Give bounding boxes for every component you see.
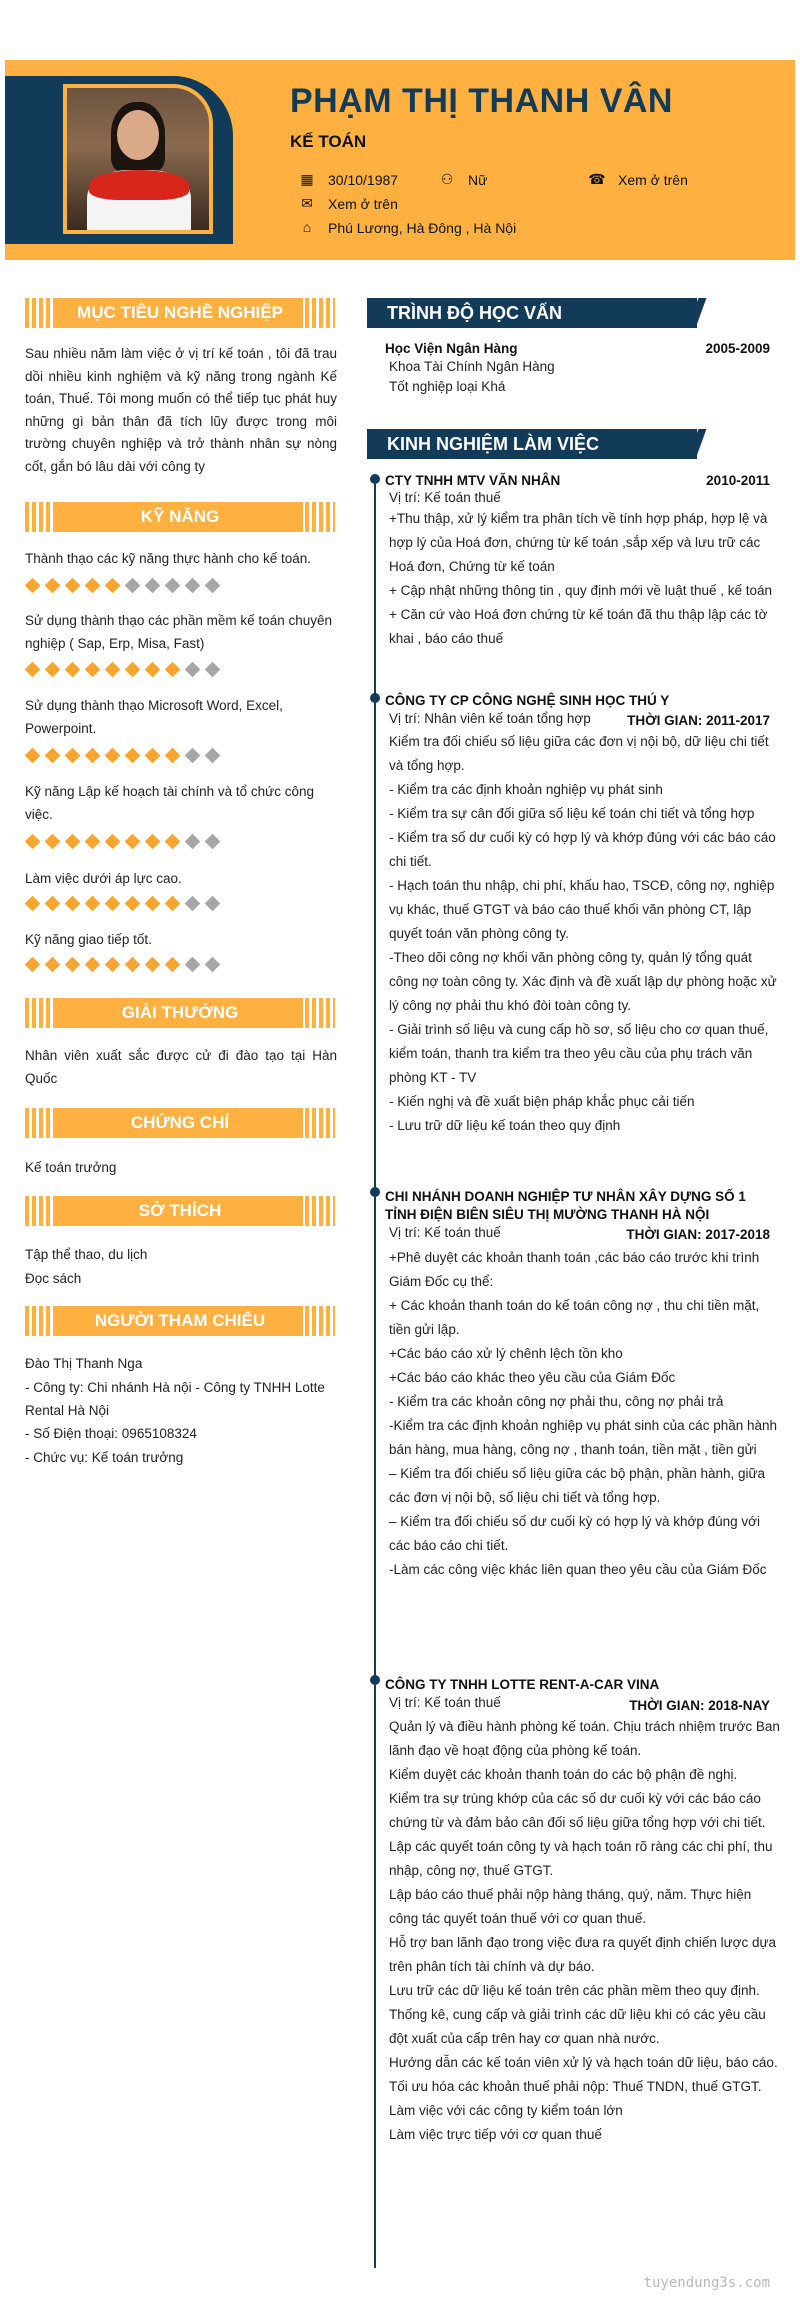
rating-diamond-filled	[25, 662, 41, 678]
birthdate-value: 30/10/1987	[328, 172, 399, 188]
job-company: CÔNG TY TNHH LOTTE RENT-A-CAR VINA	[385, 1677, 660, 1692]
job-duty-line: Lưu trữ các dữ liệu kế toán trên các phần mềm theo quy định.	[389, 1983, 760, 1998]
rating-diamond-filled	[85, 662, 101, 678]
education-school: Học Viện Ngân Hàng	[385, 341, 518, 356]
job-duty-line: + Các khoản thanh toán do kế toán công nợ , thu chi tiền mặt, tiền gửi lập.	[389, 1298, 760, 1337]
rating-diamond-filled	[45, 578, 61, 594]
watermark: tuyendung3s.com	[643, 2275, 770, 2291]
rating-diamond-filled	[105, 896, 121, 912]
rating-diamond-filled	[65, 957, 81, 973]
rating-diamond-empty	[205, 834, 221, 850]
job-duty-line: Kiểm duyệt các khoản thanh toán do các bộ phận đề nghị.	[389, 1767, 738, 1782]
job-duty-line: -Làm các công việc khác liên quan theo yêu cầu của Giám Đốc	[389, 1562, 767, 1577]
education-heading: TRÌNH ĐỘ HỌC VẤN	[367, 298, 697, 328]
job-duty-line: Kiểm tra đối chiếu số liệu giữa các đơn vị nội bộ, dữ liệu chi tiết và tổng hợp.	[389, 734, 769, 773]
job-duty-line: Tối ưu hóa các khoản thuế phải nộp: Thuế TNDN, thuế GTGT.	[389, 2079, 762, 2094]
job-date: THỜI GIAN: 2011-2017	[627, 713, 770, 728]
reference-phone: - Số Điện thoại: 0965108324	[25, 1426, 197, 1441]
rating-diamond-filled	[45, 662, 61, 678]
rating-diamond-filled	[85, 578, 101, 594]
job-date: 2010-2011	[706, 473, 770, 488]
header-banner	[5, 60, 795, 260]
job-description	[389, 1715, 781, 2147]
job-date: THỜI GIAN: 2017-2018	[626, 1227, 770, 1242]
rating-diamond-filled	[125, 662, 141, 678]
job-company: CHI NHÁNH DOANH NGHIỆP TƯ NHÂN XÂY DỰNG SỐ 1 TỈNH ĐIỆN BIÊN SIÊU THỊ MƯỜNG THANH HÀ NỘI	[385, 1189, 746, 1222]
rating-diamond-filled	[145, 748, 161, 764]
awards-text: Nhân viên xuất sắc được cử đi đào tạo tại Hàn Quốc	[25, 1048, 337, 1086]
job-duty-line: - Kiểm tra sự cân đối giữa số liệu kế toán chi tiết và tổng hợp	[389, 806, 755, 821]
rating-diamond-filled	[105, 834, 121, 850]
skill-label: Thành thạo các kỹ năng thực hành cho kế toán.	[25, 551, 311, 566]
timeline-line	[374, 478, 376, 2268]
rating-diamond-empty	[205, 578, 221, 594]
rating-diamond-filled	[105, 748, 121, 764]
gender-icon: ⚇	[440, 171, 454, 187]
job-duty-line: – Kiểm tra đối chiếu số dư cuối kỳ có hợp lý và khớp đúng với các báo cáo chi tiết.	[389, 1514, 761, 1553]
objective-heading: MỤC TIÊU NGHỀ NGHIỆP	[25, 298, 335, 328]
gender-value: Nữ	[468, 172, 488, 188]
rating-diamond-filled	[145, 662, 161, 678]
timeline-dot	[370, 474, 380, 484]
rating-diamond-empty	[205, 662, 221, 678]
rating-diamond-filled	[165, 896, 181, 912]
rating-diamond-empty	[205, 896, 221, 912]
rating-diamond-filled	[145, 957, 161, 973]
job-company: CTY TNHH MTV VĂN NHÂN	[385, 473, 561, 488]
rating-diamond-filled	[25, 896, 41, 912]
rating-diamond-empty	[185, 578, 201, 594]
job-duty-line: Làm việc với các công ty kiểm toán lớn	[389, 2103, 623, 2118]
email-value: Xem ở trên	[328, 196, 398, 212]
job-duty-line: - Kiểm tra các khoản công nợ phải thu, công nợ phải trả	[389, 1394, 724, 1409]
job-duty-line: - Kiến nghị và đề xuất biện pháp khắc phục cải tiến	[389, 1094, 695, 1109]
job-duty-line: - Hạch toán thu nhập, chi phí, khấu hao, TSCĐ, công nợ, nghiệp vụ khác, thuế GTGT và báo cáo thuế khối văn phòng CT, lập quyết toán văn phòng công ty.	[389, 878, 775, 941]
job-position: Vị trí: Nhân viên kế toán tổng hợp	[389, 711, 591, 726]
rating-diamond-empty	[185, 896, 201, 912]
rating-diamond-filled	[165, 748, 181, 764]
job-duty-line: -Theo dõi công nợ khối văn phòng công ty, quản lý tổng quát công nợ toàn công ty. Xác định và đề xuất lập dự phòng hoặc xử lý công nợ phải thu khó đòi toàn công ty.	[389, 950, 777, 1013]
rating-diamond-filled	[65, 834, 81, 850]
rating-diamond-filled	[25, 957, 41, 973]
job-description	[389, 507, 781, 651]
rating-diamond-filled	[85, 896, 101, 912]
timeline-dot	[370, 1675, 380, 1685]
timeline-dot	[370, 1187, 380, 1197]
rating-diamond-filled	[125, 896, 141, 912]
reference-name: Đào Thị Thanh Nga	[25, 1356, 143, 1371]
rating-diamond-filled	[25, 578, 41, 594]
calendar-icon: ▦	[300, 171, 314, 187]
job-duty-line: - Kiểm tra các định khoản nghiệp vụ phát sinh	[389, 782, 663, 797]
rating-diamond-filled	[25, 834, 41, 850]
job-duty-line: Thống kê, cung cấp và giải trình các dữ liệu khi có các yêu cầu đột xuất của cấp trên hay cơ quan nhà nước.	[389, 2007, 766, 2046]
awards-heading: GIẢI THƯỞNG	[25, 998, 335, 1028]
job-duty-line: - Giải trình số liệu và cung cấp hồ sơ, số liệu cho cơ quan thuế, kiểm toán, thanh tra kiểm tra theo yêu cầu của phụ trách văn phòng KT - TV	[389, 1022, 769, 1085]
hobbies-heading: SỞ THÍCH	[25, 1196, 335, 1226]
rating-diamond-filled	[65, 578, 81, 594]
rating-diamond-filled	[45, 957, 61, 973]
rating-diamond-filled	[165, 957, 181, 973]
job-description	[389, 1246, 781, 1582]
job-position: Vị trí: Kế toán thuế	[389, 490, 501, 505]
reference-position: - Chức vụ: Kế toán trưởng	[25, 1450, 184, 1465]
job-description	[389, 730, 781, 1138]
job-date: THỜI GIAN: 2018-NAY	[629, 1698, 770, 1713]
skills-heading: KỸ NĂNG	[25, 502, 335, 532]
job-duty-line: Hướng dẫn các kế toán viên xử lý và hạch toán dữ liệu, báo cáo.	[389, 2055, 778, 2070]
rating-diamond-empty	[185, 748, 201, 764]
rating-diamond-filled	[65, 748, 81, 764]
rating-diamond-filled	[25, 748, 41, 764]
reference-company: - Công ty: Chi nhánh Hà nội - Công ty TNHH Lotte Rental Hà Nội	[25, 1380, 325, 1418]
candidate-name: PHẠM THỊ THANH VÂN	[290, 82, 673, 120]
rating-diamond-empty	[205, 957, 221, 973]
rating-diamond-filled	[65, 896, 81, 912]
rating-diamond-filled	[85, 834, 101, 850]
rating-diamond-empty	[145, 578, 161, 594]
rating-diamond-filled	[165, 662, 181, 678]
job-company: CÔNG TY CP CÔNG NGHỆ SINH HỌC THÚ Y	[385, 693, 670, 708]
phone-icon: ☎	[588, 171, 606, 187]
education-result: Tốt nghiệp loại Khá	[389, 379, 506, 394]
job-duty-line: Hỗ trợ ban lãnh đạo trong việc đưa ra quyết định chiến lược dựa trên phân tích tài chính và dự báo.	[389, 1935, 777, 1974]
rating-diamond-filled	[125, 957, 141, 973]
job-position: Vị trí: Kế toán thuế	[389, 1225, 501, 1240]
rating-diamond-filled	[125, 834, 141, 850]
rating-diamond-filled	[145, 896, 161, 912]
job-duty-line: Lập báo cáo thuế phải nộp hàng tháng, quý, năm. Thực hiện công tác quyết toán thuế với cơ quan thuế.	[389, 1887, 752, 1926]
skill-label: Kỹ năng giao tiếp tốt.	[25, 932, 152, 947]
rating-diamond-filled	[85, 957, 101, 973]
profile-photo	[63, 84, 213, 234]
rating-diamond-filled	[45, 896, 61, 912]
rating-diamond-empty	[185, 834, 201, 850]
job-duty-line: +Các báo cáo xử lý chênh lệch tồn kho	[389, 1346, 623, 1361]
experience-heading: KINH NGHIỆM LÀM VIỆC	[367, 429, 697, 459]
rating-diamond-empty	[185, 662, 201, 678]
photo-frame	[5, 76, 233, 244]
skill-label: Làm việc dưới áp lực cao.	[25, 871, 182, 886]
skill-label: Sử dụng thành thạo các phần mềm kế toán chuyên nghiệp ( Sap, Erp, Misa, Fast)	[25, 613, 332, 651]
rating-diamond-filled	[85, 748, 101, 764]
job-position: Vị trí: Kế toán thuế	[389, 1695, 501, 1710]
rating-diamond-filled	[105, 662, 121, 678]
rating-diamond-filled	[165, 834, 181, 850]
rating-diamond-empty	[185, 957, 201, 973]
candidate-role: KẾ TOÁN	[290, 132, 367, 151]
job-duty-line: -Kiểm tra các định khoản nghiệp vụ phát sinh của các phần hành bán hàng, mua hàng, công nợ , thanh toán, tiền mặt , tiền gửi	[389, 1418, 778, 1457]
job-duty-line: – Kiểm tra đối chiếu số liệu giữa các bộ phận, phần hành, giữa các đơn vị nội bộ, số liệu chi tiết và tổng hợp.	[389, 1466, 766, 1505]
job-duty-line: - Lưu trữ dữ liệu kế toán theo quy định	[389, 1118, 621, 1133]
hobby-item: Tập thể thao, du lịch	[25, 1247, 148, 1262]
job-duty-line: Quản lý và điều hành phòng kế toán. Chịu trách nhiệm trước Ban lãnh đạo về hoạt động của phòng kế toán.	[389, 1719, 780, 1758]
job-duty-line: +Các báo cáo khác theo yêu cầu của Giám Đốc	[389, 1370, 676, 1385]
home-icon: ⌂	[302, 219, 312, 235]
rating-diamond-filled	[45, 834, 61, 850]
rating-diamond-filled	[145, 834, 161, 850]
job-duty-line: Lập các quyết toán công ty và hạch toán rõ ràng các chi phí, thu nhập, công nợ, thuế GTGT.	[389, 1839, 773, 1878]
job-duty-line: +Phê duyệt các khoản thanh toán ,các báo cáo trước khi trình Giám Đốc cụ thể:	[389, 1250, 760, 1289]
rating-diamond-filled	[65, 662, 81, 678]
address-value: Phú Lương, Hà Đông , Hà Nội	[328, 220, 517, 236]
phone-value: Xem ở trên	[618, 172, 688, 188]
job-duty-line: Làm việc trực tiếp với cơ quan thuế	[389, 2127, 602, 2142]
email-icon: ✉	[301, 195, 313, 211]
hobby-item: Đọc sách	[25, 1271, 82, 1286]
education-faculty: Khoa Tài Chính Ngân Hàng	[389, 359, 555, 374]
rating-diamond-filled	[105, 957, 121, 973]
certificates-text: Kế toán trưởng	[25, 1160, 117, 1175]
objective-text: Sau nhiều năm làm việc ở vị trí kế toán , tôi đã trau dồi nhiều kinh nghiệm và kỹ năng trong ngành Kế toán, Thuế. Tôi mong muốn có thể tiếp tục phát huy những gì bản thân đã tích lũy được trong môi trường chuyên nghiệp và trở thành nhân sự nòng cốt, gắn bó lâu dài với công ty	[25, 346, 337, 474]
rating-diamond-filled	[105, 578, 121, 594]
references-heading: NGƯỜI THAM CHIẾU	[25, 1306, 335, 1336]
rating-diamond-empty	[125, 578, 141, 594]
education-years: 2005-2009	[705, 341, 770, 356]
job-duty-line: + Cập nhật những thông tin , quy định mới về luật thuế , kế toán	[389, 583, 773, 598]
skill-label: Sử dụng thành thạo Microsoft Word, Excel, Powerpoint.	[25, 698, 283, 736]
job-duty-line: +Thu thập, xử lý kiểm tra phân tích về tính hợp pháp, hợp lệ và hợp lý của Hoá đơn, chứng từ kế toán ,sắp xếp và lưu trữ các Hoá đơn, Chứng từ kế toán	[389, 511, 768, 574]
rating-diamond-filled	[125, 748, 141, 764]
job-duty-line: Kiểm tra sự trùng khớp của các số dư cuối kỳ với các báo cáo chứng từ và đảm bảo cân đối số liệu giữa tổng hợp với chi tiết.	[389, 1791, 766, 1830]
rating-diamond-empty	[165, 578, 181, 594]
timeline-dot	[370, 693, 380, 703]
certificates-heading: CHỨNG CHỈ	[25, 1108, 335, 1138]
rating-diamond-empty	[205, 748, 221, 764]
skill-label: Kỹ năng Lập kế hoạch tài chính và tổ chức công việc.	[25, 784, 314, 822]
job-duty-line: + Căn cứ vào Hoá đơn chứng từ kế toán đã thu thập lập các tờ khai , báo cáo thuế	[389, 607, 768, 646]
rating-diamond-filled	[45, 748, 61, 764]
job-duty-line: - Kiểm tra số dư cuối kỳ có hợp lý và khớp đúng với các báo cáo chi tiết.	[389, 830, 776, 869]
